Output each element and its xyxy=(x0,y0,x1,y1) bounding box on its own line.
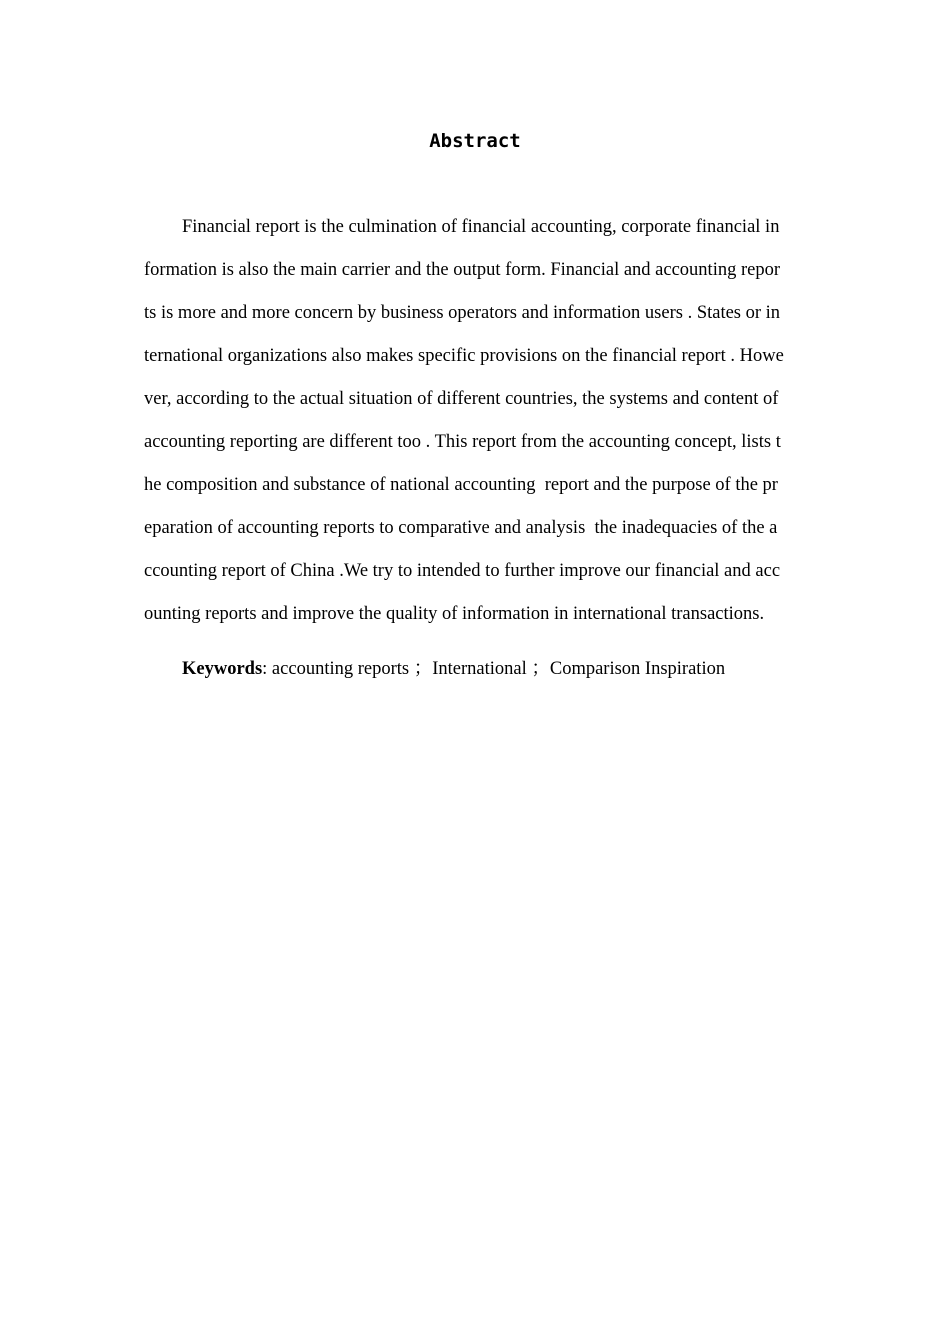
abstract-line: ver, according to the actual situation of different countries, the systems and content of xyxy=(144,389,779,409)
abstract-line: Financial report is the culmination of financial accounting, corporate financial in xyxy=(182,217,780,237)
abstract-line: eparation of accounting reports to comparative and analysis the inadequacies of the a xyxy=(144,518,778,538)
keywords-line xyxy=(182,652,725,686)
keywords-label: Keywords xyxy=(182,659,263,679)
abstract-line: ccounting report of China .We try to intended to further improve our financial and acc xyxy=(144,561,781,581)
keywords-text: : accounting reports ；International ；Comparison Inspiration xyxy=(262,659,726,679)
abstract-line: ts is more and more concern by business operators and information users . States or in xyxy=(144,303,781,323)
abstract-line: accounting reporting are different too . This report from the accounting concept, lists t xyxy=(144,432,781,452)
abstract-line: ounting reports and improve the quality of information in international transactions. xyxy=(144,604,765,624)
page-title: Abstract xyxy=(429,130,521,152)
abstract-line: formation is also the main carrier and the output form. Financial and accounting repor xyxy=(144,260,780,280)
abstract-line: he composition and substance of national accounting report and the purpose of the pr xyxy=(144,475,778,495)
abstract-paragraph xyxy=(144,210,824,640)
abstract-line: ternational organizations also makes specific provisions on the financial report . Howe xyxy=(144,346,784,366)
